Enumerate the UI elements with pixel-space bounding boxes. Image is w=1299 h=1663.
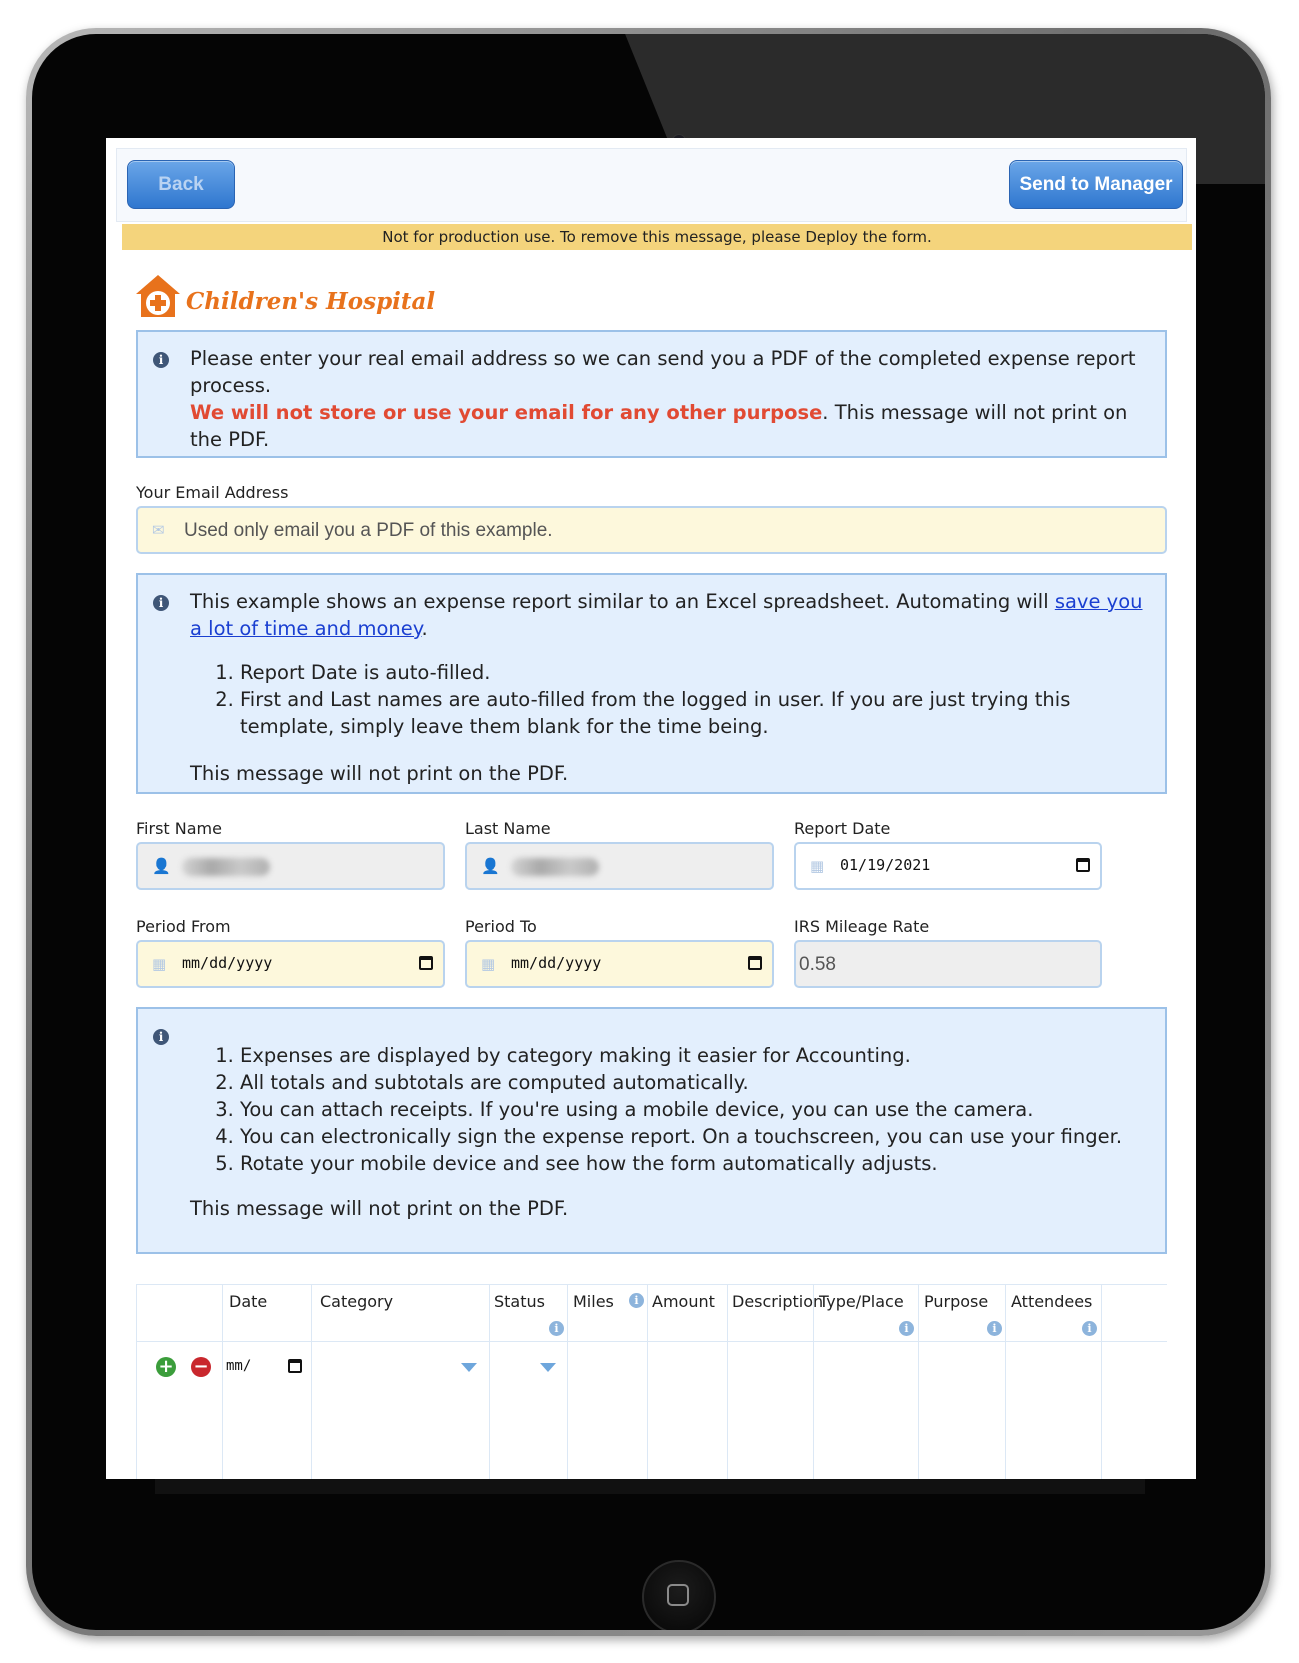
- attendees-info-icon[interactable]: i: [1082, 1321, 1097, 1336]
- features-list: 1. Expenses are displayed by category making it easier for Accounting. 2. All totals and subtotals are computed automatically. 3. You can attach receipts. If you're using a mobile device, you can use the camera. 4. You can electronically sign the expense report. On a touchscreen, you can use your finger. 5. Rotate your mobile device and see how the form automatically adjusts.: [190, 1042, 1145, 1177]
- irs-mileage-label: IRS Mileage Rate: [794, 917, 930, 936]
- first-name-label: First Name: [136, 819, 222, 838]
- expense-table: [136, 1284, 1167, 1479]
- info-icon: i: [153, 352, 169, 368]
- header-purpose: Purpose: [924, 1292, 989, 1311]
- info-icon: i: [153, 1029, 169, 1045]
- first-name-input[interactable]: [136, 842, 445, 890]
- miles-info-icon[interactable]: i: [629, 1293, 644, 1308]
- header-status: Status: [494, 1292, 545, 1311]
- period-from-input[interactable]: ▦ mm/dd/yyyy: [136, 940, 445, 988]
- add-row-icon[interactable]: +: [156, 1357, 176, 1377]
- send-to-manager-button[interactable]: Send to Manager: [1009, 160, 1183, 209]
- status-dropdown-icon[interactable]: [540, 1363, 556, 1372]
- report-date-label: Report Date: [794, 819, 891, 838]
- hospital-logo: [134, 280, 464, 330]
- calendar-icon: ▦: [810, 857, 825, 875]
- back-button[interactable]: Back: [127, 160, 235, 209]
- home-button[interactable]: [642, 1560, 716, 1630]
- header-type-place: Type/Place: [819, 1292, 904, 1311]
- hospital-name: Children's Hospital: [186, 288, 436, 315]
- calendar-icon: ▦: [152, 955, 167, 973]
- autofill-list: 1. Report Date is auto-filled. 2. First and Last names are auto-filled from the logged in user. If you are just trying this template, simply leave them blank for the time being.: [190, 659, 1145, 740]
- date-picker-icon[interactable]: [748, 956, 762, 970]
- date-picker-icon[interactable]: [419, 956, 433, 970]
- date-picker-icon[interactable]: [288, 1359, 302, 1373]
- blurred-name: [511, 858, 599, 876]
- user-icon: 👤: [152, 857, 171, 875]
- last-name-label: Last Name: [465, 819, 551, 838]
- header-attendees: Attendees: [1011, 1292, 1093, 1311]
- house-cross-icon: [134, 272, 182, 320]
- privacy-warning: We will not store or use your email for any other purpose: [190, 401, 823, 424]
- report-date-input[interactable]: ▦ 01/19/2021: [794, 842, 1102, 890]
- screen-shadow: [155, 1478, 1145, 1494]
- home-square-icon: [667, 1584, 689, 1606]
- email-info-box: [136, 330, 1167, 458]
- last-name-input[interactable]: [465, 842, 774, 890]
- irs-mileage-input[interactable]: 0.58: [794, 940, 1102, 988]
- features-info-text: 1. Expenses are displayed by category making it easier for Accounting. 2. All totals and subtotals are computed automatically. 3. You can attach receipts. If you're using a mobile device, you can use the camera. 4. You can electronically sign the expense report. On a touchscreen, you can use your finger. 5. Rotate your mobile device and see how the form automatically adjusts. This message will not print on the PDF.: [190, 1042, 1145, 1222]
- type-place-info-icon[interactable]: i: [899, 1321, 914, 1336]
- expense-info-text: This example shows an expense report similar to an Excel spreadsheet. Automating will save you a lot of time and money. 1. Report Date is auto-filled. 2. First and Last names are auto-filled from the logged in user. If you are just trying this template, simply leave them blank for the time being. This message will not print on the PDF.: [190, 588, 1145, 787]
- toolbar: [116, 148, 1187, 222]
- date-picker-icon[interactable]: [1076, 858, 1090, 872]
- calendar-icon: ▦: [481, 955, 496, 973]
- category-dropdown-icon[interactable]: [461, 1363, 477, 1372]
- user-icon: 👤: [481, 857, 500, 875]
- period-from-label: Period From: [136, 917, 231, 936]
- header-category: Category: [320, 1292, 394, 1311]
- purpose-info-icon[interactable]: i: [987, 1321, 1002, 1336]
- header-date: Date: [229, 1292, 268, 1311]
- period-to-label: Period To: [465, 917, 537, 936]
- envelope-icon: ✉: [152, 521, 165, 539]
- status-info-icon[interactable]: i: [549, 1321, 564, 1336]
- header-amount: Amount: [652, 1292, 715, 1311]
- features-info-box: [136, 1007, 1167, 1254]
- email-field[interactable]: [136, 506, 1167, 554]
- form-screen: [106, 138, 1196, 1479]
- email-label: Your Email Address: [136, 483, 289, 502]
- info-icon: i: [153, 595, 169, 611]
- expense-info-box: [136, 573, 1167, 794]
- remove-row-icon[interactable]: −: [191, 1357, 211, 1377]
- row-date-input[interactable]: mm/: [226, 1355, 308, 1379]
- header-miles: Miles: [573, 1292, 614, 1311]
- email-info-text: Please enter your real email address so we can send you a PDF of the completed expense report process. We will not store or use your email for any other purpose. This message will not print on the PDF.: [190, 347, 1136, 451]
- email-placeholder: Used only email you a PDF of this example.: [184, 520, 553, 541]
- header-description: Description: [732, 1292, 824, 1311]
- blurred-name: [182, 858, 270, 876]
- save-time-link[interactable]: save you a lot of time and money: [190, 590, 1143, 640]
- period-to-input[interactable]: ▦ mm/dd/yyyy: [465, 940, 774, 988]
- deploy-warning-banner: Not for production use. To remove this message, please Deploy the form.: [122, 224, 1192, 250]
